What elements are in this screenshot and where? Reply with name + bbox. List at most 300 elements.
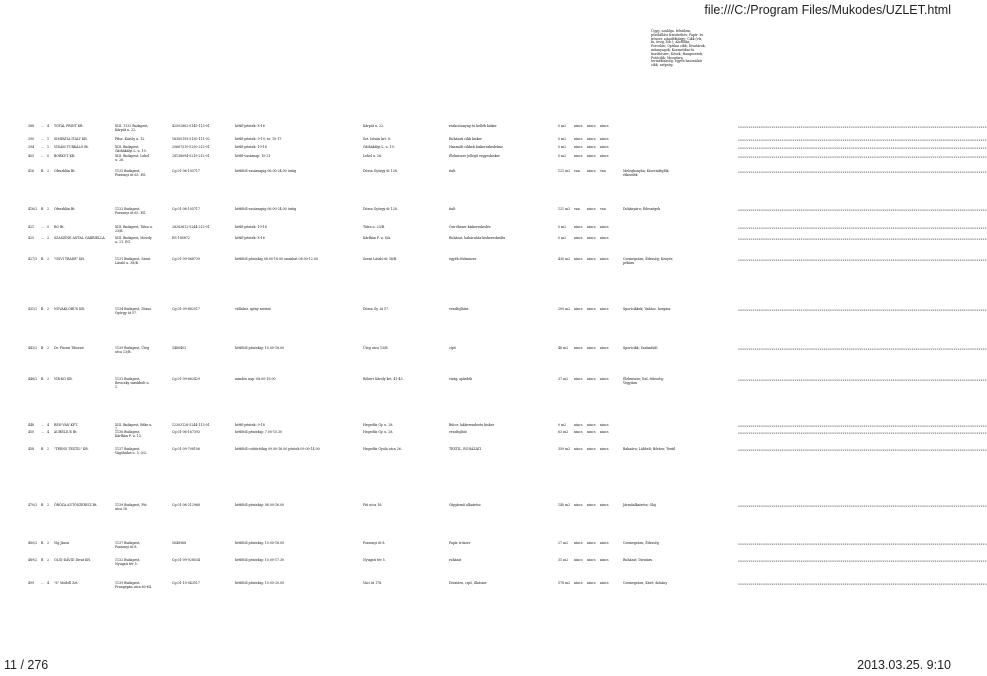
cell-name: NOVAKLOBUS Kft. xyxy=(54,307,85,311)
row-filler: xxxxxxxxxxxxxxxxxxxxxxxxxxxxxxxxxxxxxxxxxxxxxxxxxxxxxxxxxxxxxxxxxxxxxxxxxxxxxxxxxxxxxxxxxxxxxxxxxxxxxxxxxxxxxxxxxxxxxxx xyxy=(738,504,987,508)
table-row xyxy=(28,346,987,375)
cell-note xyxy=(623,146,678,154)
cell-phone: 28138094-5219-212-01 xyxy=(172,154,210,158)
table-row xyxy=(28,145,987,154)
cell-no: 388 xyxy=(28,124,35,128)
cell-y1: nincs xyxy=(574,558,583,562)
cell-y3: nincs xyxy=(600,225,609,229)
cell-m2: 430 m2 xyxy=(558,257,571,261)
table-row xyxy=(28,430,987,445)
cell-act: reakcióanyag és kellék kisker xyxy=(449,124,497,128)
cell-m2: 359 m2 xyxy=(558,447,571,451)
cell-y1: nincs xyxy=(574,430,583,434)
cell-act: Gépjármű alkatrész xyxy=(449,503,481,507)
cell-m2: 46 m2 xyxy=(558,346,569,350)
cell-y1: nincs xyxy=(574,145,583,149)
cell-y2: nincs xyxy=(587,307,596,311)
cell-loc: Dózsa Gy. út 57. xyxy=(363,307,390,311)
cell-y3: nincs xyxy=(600,145,609,149)
cell-y1: nincs xyxy=(574,137,583,141)
cell-note: Csemegeáru; Édesség xyxy=(623,541,659,545)
cell-addr: 1133 Budapest, Pozsonyi út 63. EG. xyxy=(115,207,147,215)
cell-y1: nincs xyxy=(574,154,583,158)
cell-c3: 2 xyxy=(47,558,50,562)
cell-c2: B xyxy=(41,307,44,311)
cell-y2: nincs xyxy=(587,503,596,507)
table-row xyxy=(28,581,987,602)
cell-c3: 2 xyxy=(47,503,50,507)
cell-note xyxy=(623,125,678,135)
cell-open: hétfő-péntek: 10-18 xyxy=(235,225,267,229)
cell-note: Melegkonyha; Kisvendéglők, étkezdék xyxy=(623,169,670,177)
cell-loc: Pozsonyi út 8. xyxy=(363,541,386,545)
cell-m2: 31 m2 xyxy=(558,558,569,562)
cell-y2: nincs xyxy=(587,581,596,585)
cell-act: Használt cikkek kiskereskedelme xyxy=(449,145,503,149)
row-filler: xxxxxxxxxxxxxxxxxxxxxxxxxxxxxxxxxxxxxxxxxxxxxxxxxxxxxxxxxxxxxxxxxxxxxxxxxxxxxxxxxxxxxxxxxxxxxxxxxxxxxxxxxxxxxxxxxxxxxxx xyxy=(738,237,987,241)
cell-c2: ... xyxy=(41,236,45,240)
cell-loc: Tátra u. 23/B. xyxy=(363,225,386,229)
cell-c3: 4 xyxy=(47,581,50,585)
table-row xyxy=(28,307,987,346)
cell-y3: nincs xyxy=(600,377,609,381)
table-row xyxy=(28,169,987,206)
cell-name: SIMPATIA ITALY Kft. xyxy=(54,137,88,141)
cell-y3: nincs xyxy=(600,307,609,311)
cell-loc: Nyugati tér 5. xyxy=(363,558,386,562)
cell-open: hétfőtől vasárnapig 06.00-24.00 óráig xyxy=(235,207,297,211)
cell-note xyxy=(623,237,678,255)
cell-phone: Cg.01-06-105717 xyxy=(172,169,200,173)
row-filler: xxxxxxxxxxxxxxxxxxxxxxxxxxxxxxxxxxxxxxxxxxxxxxxxxxxxxxxxxxxxxxxxxxxxxxxxxxxxxxxxxxxxxxxxxxxxxxxxxxxxxxxxxxxxxxxxxxxxxxx xyxy=(738,170,987,174)
table-row xyxy=(28,154,987,165)
row-filler: xxxxxxxxxxxxxxxxxxxxxxxxxxxxxxxxxxxxxxxxxxxxxxxxxxxxxxxxxxxxxxxxxxxxxxxxxxxxxxxxxxxxxxxxxxxxxxxxxxxxxxxxxxxxxxxxxxxxxxx xyxy=(738,208,987,212)
cell-open: hétfő-péntek: 8-16 xyxy=(235,124,265,128)
cell-y3: nincs xyxy=(600,236,609,240)
cell-loc: Dózsa György út 128. xyxy=(363,207,398,211)
cell-y3: nincs xyxy=(600,423,609,427)
cell-name: REN-VÁN KFT. xyxy=(54,423,78,427)
cell-open: hétfőtől péntekig: 7.00-15.30 xyxy=(235,430,283,434)
cell-y2: nincs xyxy=(587,154,596,158)
row-filler: xxxxxxxxxxxxxxxxxxxxxxxxxxxxxxxxxxxxxxxxxxxxxxxxxxxxxxxxxxxxxxxxxxxxxxxxxxxxxxxxxxxxxxxxxxxxxxxxxxxxxxxxxxxxxxxxxxxxxxx xyxy=(738,125,987,129)
cell-name: VIDÁM TURKÁLÓ Bt. xyxy=(54,145,89,149)
cell-y1: nincs xyxy=(574,257,583,261)
cell-y1: nincs xyxy=(574,447,583,451)
cell-no: 450 xyxy=(28,430,35,434)
cell-m2: 140 m2 xyxy=(558,503,571,507)
cell-c2: ... xyxy=(41,430,45,434)
cell-name: Ofeszklán Bt. xyxy=(54,207,76,211)
table-row xyxy=(28,558,987,577)
cell-c2: B xyxy=(41,346,44,350)
cell-y3: nincs xyxy=(600,558,609,562)
cell-m2: 200 m2 xyxy=(558,307,571,311)
cell-y1: nincs xyxy=(574,423,583,427)
row-filler: xxxxxxxxxxxxxxxxxxxxxxxxxxxxxxxxxxxxxxxxxxxxxxxxxxxxxxxxxxxxxxxxxxxxxxxxxxxxxxxxxxxxxxxxxxxxxxxxxxxxxxxxxxxxxxxxxxxxxxx xyxy=(738,559,987,563)
row-filler: xxxxxxxxxxxxxxxxxxxxxxxxxxxxxxxxxxxxxxxxxxxxxxxxxxxxxxxxxxxxxxxxxxxxxxxxxxxxxxxxxxxxxxxxxxxxxxxxxxxxxxxxxxxxxxxxxxxxxxx xyxy=(738,542,987,546)
cell-addr: 1139 Budapest, Frangepán utca 60-64. xyxy=(115,581,152,589)
cell-m2: 121 m2 xyxy=(558,207,571,211)
cell-c2: B xyxy=(41,447,44,451)
cell-no: 390 xyxy=(28,137,35,141)
cell-c2: ... xyxy=(41,423,45,427)
cell-no: 470/2 xyxy=(28,503,38,507)
cell-loc: Röbert Károly krt. 41-43. xyxy=(363,377,404,381)
cell-note: Dohányáru; Édességek xyxy=(623,207,661,211)
cell-no: 425 xyxy=(28,236,35,240)
cell-phone: Cg.01-09-662429 xyxy=(172,377,200,381)
cell-y3: nincs xyxy=(600,447,609,451)
cell-y2: nincs xyxy=(587,207,596,211)
cell-phone: 12303126-5244-113-01 xyxy=(172,423,210,427)
cell-phone: 5648968 xyxy=(172,541,187,545)
cell-c3: 2 xyxy=(47,377,50,381)
cell-addr: 1136 Budapest, Kárfkán F. u. 13. xyxy=(115,430,142,438)
row-filler: xxxxxxxxxxxxxxxxxxxxxxxxxxxxxxxxxxxxxxxxxxxxxxxxxxxxxxxxxxxxxxxxxxxxxxxxxxxxxxxxxxxxxxxxxxxxxxxxxxxxxxxxxxxxxxxxxxxxxxx xyxy=(738,138,987,142)
cell-y3: nincs xyxy=(600,137,609,141)
cell-c3: 4 xyxy=(47,423,50,427)
row-filler: xxxxxxxxxxxxxxxxxxxxxxxxxxxxxxxxxxxxxxxxxxxxxxxxxxxxxxxxxxxxxxxxxxxxxxxxxxxxxxxxxxxxxxxxxxxxxxxxxxxxxxxxxxxxxxxxxxxxxxx xyxy=(738,378,987,382)
cell-y2: nincs xyxy=(587,447,596,451)
cell-c3: 2 xyxy=(47,207,50,211)
cell-c3: 2 xyxy=(47,447,50,451)
cell-addr: 1137 Budapest, Vágóhidas u. 5. 0/3. xyxy=(115,447,147,455)
cell-y1: nincs xyxy=(574,236,583,240)
cell-c3: 2 xyxy=(47,257,50,261)
cell-no: 416/2 xyxy=(28,207,38,211)
cell-open: hétfőtől péntekig 08.00-18.00 szombat 08.00-12.00 xyxy=(235,257,318,261)
cell-name: SZASZÍNE ANTAL GABRIELLA xyxy=(54,236,105,240)
cell-act: Divatáru, cipő, illatszer xyxy=(449,581,487,585)
table-row xyxy=(28,124,987,135)
cell-phone: 5468403 xyxy=(172,346,187,350)
cell-loc: Hegedűs Gyula utca 26. xyxy=(363,447,402,451)
cell-addr: 1134 Budapest, Dózsa György út 57. xyxy=(115,307,152,315)
cell-phone: Cg.01-09-568739 xyxy=(172,257,200,261)
cell-phone: 28283612-5244-212-01 xyxy=(172,225,210,229)
cell-act: Papír, írószer xyxy=(449,541,471,545)
cell-note xyxy=(623,424,678,430)
top-note: Ügyg. szablga. felszilem, pörölállási frissítethés; Papír- és írószer, ajándéktárgy; Cikk (víz, fa, üveg, stb.); Alufóliás; Porcelán; Optikai cikk; Divatáruk, műanyagok; Kozmetikai és tisztítószer; Kések; Hangszerek; Fotócikk; Mozgásra terméktarség, egyéb használati cikk, szépség. xyxy=(651,29,706,68)
cell-open: hétfőtől péntekig: 10.00-18.00 xyxy=(235,541,285,545)
cell-addr: XIII. Budapest, Tátra u. 23/B. xyxy=(115,225,153,233)
table-row xyxy=(28,377,987,420)
cell-note: Babaáru; Lábbeli; Bőráru; Textil xyxy=(623,447,676,451)
row-filler: xxxxxxxxxxxxxxxxxxxxxxxxxxxxxxxxxxxxxxxxxxxxxxxxxxxxxxxxxxxxxxxxxxxxxxxxxxxxxxxxxxxxxxxxxxxxxxxxxxxxxxxxxxxxxxxxxxxxxxx xyxy=(738,582,987,586)
cell-y1: nincs xyxy=(574,541,583,545)
cell-y2: nincs xyxy=(587,541,596,545)
cell-loc: Szt. István krt. 8. xyxy=(363,137,391,141)
table-row xyxy=(28,225,987,234)
cell-act: Óra-ékszer kiskereskedés xyxy=(449,225,491,229)
cell-loc: Kárpát u. 22. xyxy=(363,124,385,128)
cell-note xyxy=(623,138,678,144)
row-filler: xxxxxxxxxxxxxxxxxxxxxxxxxxxxxxxxxxxxxxxxxxxxxxxxxxxxxxxxxxxxxxxxxxxxxxxxxxxxxxxxxxxxxxxxxxxxxxxxxxxxxxxxxxxxxxxxxxxxxxx xyxy=(738,155,987,159)
cell-y1: van xyxy=(574,169,580,173)
cell-open: hétfőtől csütörtökig 09.00-16.00 péntek 09.00-14.00 xyxy=(235,447,320,451)
cell-note: Sportcikk; Szabadidő xyxy=(623,346,658,350)
cell-loc: Gáthákályi L. u. 19. xyxy=(363,145,395,149)
cell-m2: 27 m2 xyxy=(558,541,569,545)
cell-no: 431/2 xyxy=(28,307,38,311)
table-row xyxy=(28,423,987,431)
cell-y3: nincs xyxy=(600,124,609,128)
cell-name: "S" Modell Zrt. xyxy=(54,581,79,585)
cell-loc: Üteg utca 13/B. xyxy=(363,346,389,350)
cell-phone: Cg.01-06-105717 xyxy=(172,207,200,211)
row-filler: xxxxxxxxxxxxxxxxxxxxxxxxxxxxxxxxxxxxxxxxxxxxxxxxxxxxxxxxxxxxxxxxxxxxxxxxxxxxxxxxxxxxxxxxxxxxxxxxxxxxxxxxxxxxxxxxxxxxxxx xyxy=(738,308,987,312)
cell-m2: 37 m2 xyxy=(558,377,569,381)
cell-no: 480/2 xyxy=(28,541,38,545)
cell-no: 416 xyxy=(28,169,35,173)
table-row xyxy=(28,137,987,144)
cell-c2: ... xyxy=(41,581,45,585)
cell-c3: 2 xyxy=(47,541,50,545)
cell-c2: B xyxy=(41,558,44,562)
cell-y3: nincs xyxy=(600,430,609,434)
cell-y3: van xyxy=(600,207,606,211)
file-path-header: file:///C:/Program Files/Mukodes/UZLET.html xyxy=(704,3,951,17)
cell-y3: nincs xyxy=(600,257,609,261)
cell-m2: 63 m2 xyxy=(558,430,569,434)
table-row xyxy=(28,257,987,306)
row-filler: xxxxxxxxxxxxxxxxxxxxxxxxxxxxxxxxxxxxxxxxxxxxxxxxxxxxxxxxxxxxxxxxxxxxxxxxxxxxxxxxxxxxxxxxxxxxxxxxxxxxxxxxxxxxxxxxxxxxxxx xyxy=(738,424,987,428)
cell-no: 421 xyxy=(28,225,35,229)
cell-m2: 578 m2 xyxy=(558,581,571,585)
cell-note: Csemegeáru; Édesség; Kenyér, pékáru xyxy=(623,257,674,265)
cell-open: hétfő-péntek: 8-16 xyxy=(235,236,265,240)
cell-open: hétfő-péntek: 9-18 xyxy=(235,423,265,427)
cell-note xyxy=(623,431,678,445)
cell-c3: 0 xyxy=(47,154,50,158)
cell-y2: nincs xyxy=(587,137,596,141)
cell-c3: 2 xyxy=(47,346,50,350)
cell-addr: XIII. Budapest, Béke u. 7. xyxy=(115,423,153,431)
table-row xyxy=(28,541,987,556)
cell-act: virág, ajándék xyxy=(449,377,473,381)
cell-note xyxy=(623,155,678,165)
cell-y2: nincs xyxy=(587,169,596,173)
cell-no: 427/3 xyxy=(28,257,38,261)
cell-open: hétfő-péntek: 10-18 xyxy=(235,145,267,149)
cell-m2: 0 m2 xyxy=(558,154,567,158)
cell-note xyxy=(623,226,678,234)
table-row xyxy=(28,447,987,500)
cell-no: 405 xyxy=(28,154,35,158)
cell-no: 394 xyxy=(28,145,35,149)
cell-y3: nincs xyxy=(600,154,609,158)
cell-no: 489/2 xyxy=(28,558,38,562)
cell-loc: Váci út 178. xyxy=(363,581,383,585)
cell-phone: Cg.01-06-212968 xyxy=(172,503,200,507)
cell-open: hétfőtől péntekig: 08.00-16.00 xyxy=(235,503,285,507)
cell-note: Csemegeáru; Kávé, dohány xyxy=(623,581,668,585)
cell-y2: nincs xyxy=(587,346,596,350)
cell-addr: 1132 Budapest, Nyugati tér 5. xyxy=(115,558,141,566)
cell-c3: 4 xyxy=(47,124,50,128)
cell-act: Bútor, lakberendezés kisker xyxy=(449,423,495,427)
cell-addr: XIII. Budapest, Gáthákályi L. u. 19. xyxy=(115,145,147,153)
cell-act: italt xyxy=(449,207,456,211)
cell-act: Ruházat, babáruház kiskereskedés xyxy=(449,236,506,240)
cell-loc: Dózsa György út 128. xyxy=(363,169,398,173)
cell-note: Élelmiszer; Ital, édesség; Vegyiáru xyxy=(623,377,664,385)
page-counter: 11 / 276 xyxy=(4,658,49,672)
cell-name: TOTÁL PRINT Kft. xyxy=(54,124,84,128)
row-filler: xxxxxxxxxxxxxxxxxxxxxxxxxxxxxxxxxxxxxxxxxxxxxxxxxxxxxxxxxxxxxxxxxxxxxxxxxxxxxxxxxxxxxxxxxxxxxxxxxxxxxxxxxxxxxxxxxxxxxxx xyxy=(738,258,987,262)
cell-open: hétfő-vasárnap: 10-21 xyxy=(235,154,271,158)
cell-y2: nincs xyxy=(587,124,596,128)
cell-c2: B xyxy=(41,257,44,261)
row-filler: xxxxxxxxxxxxxxxxxxxxxxxxxxxxxxxxxxxxxxxxxxxxxxxxxxxxxxxxxxxxxxxxxxxxxxxxxxxxxxxxxxxxxxxxxxxxxxxxxxxxxxxxxxxxxxxxxxxxxxx xyxy=(738,226,987,230)
cell-act: vendéglátó xyxy=(449,430,467,434)
cell-y2: nincs xyxy=(587,257,596,261)
cell-c3: 2 xyxy=(47,307,50,311)
cell-y1: nincs xyxy=(574,307,583,311)
cell-name: AUBÉLIUS Bt. xyxy=(54,430,78,434)
cell-name: ÖRÖZA AUTÓSZERVIZ Bt. xyxy=(54,503,98,507)
cell-y2: nincs xyxy=(587,430,596,434)
cell-loc: Hegedűs Gy. u. 28. xyxy=(363,423,394,427)
cell-open: hétfőtől péntekig: 10.00-17.30 xyxy=(235,558,285,562)
cell-name: BORKUT Kft. xyxy=(54,154,76,158)
cell-no: 443/2 xyxy=(28,346,38,350)
cell-open: hétfőtől vasárnapig 06.00-24.00 óráig xyxy=(235,169,297,173)
cell-m2: 0 m2 xyxy=(558,236,567,240)
cell-c2: ... xyxy=(41,225,45,229)
cell-phone: Cg.01-10-043517 xyxy=(172,581,200,585)
cell-act: Ruházati cikk kisker xyxy=(449,137,482,141)
cell-y1: nincs xyxy=(574,124,583,128)
cell-c3: 1 xyxy=(47,145,50,149)
cell-c2: B xyxy=(41,541,44,545)
table-row xyxy=(28,207,987,224)
cell-open: minden nap: 08.00-19.00 xyxy=(235,377,276,381)
cell-act: cipő xyxy=(449,346,456,350)
cell-no: 499 xyxy=(28,581,35,585)
cell-y3: nincs xyxy=(600,541,609,545)
cell-phone: Cg.01-09-928034 xyxy=(172,558,200,562)
cell-act: ruházat xyxy=(449,558,462,562)
cell-y2: nincs xyxy=(587,145,596,149)
cell-open: vállalati, igény szerint xyxy=(235,307,271,311)
cell-act: egyéb élelmiszer xyxy=(449,257,477,261)
cell-c3: 4 xyxy=(47,430,50,434)
cell-y1: nincs xyxy=(574,503,583,507)
cell-open: hétfőtől péntekig: 10.00-18.00 xyxy=(235,346,285,350)
cell-addr: 1131 Budapest, Szent László u. 38/B. xyxy=(115,257,151,265)
cell-m2: 0 m2 xyxy=(558,423,567,427)
cell-addr: 1131 Budapest, Reviczky sarokbolt u. 1. xyxy=(115,377,150,389)
cell-no: 448 xyxy=(28,423,35,427)
cell-y1: nincs xyxy=(574,346,583,350)
cell-act: TEXTIL, RUHÁZATI xyxy=(449,447,482,451)
cell-open: hétfőtől péntekig: 10.00-20.00 xyxy=(235,581,285,585)
cell-m2: 0 m2 xyxy=(558,137,567,141)
cell-addr: 1139 Budapest, Üteg utca 13/B. xyxy=(115,346,150,354)
document-table xyxy=(0,29,987,655)
cell-act: italt xyxy=(449,169,456,173)
cell-name: OLGI-DÁVID Divat Kft. xyxy=(54,558,91,562)
cell-addr: 1137 Budapest, Pozsonyi út 8. xyxy=(115,541,141,549)
cell-open: hétfő-péntek: 9-19, sz. 10-17. xyxy=(235,137,283,141)
cell-name: Dr. Füzesi Tiborné xyxy=(54,346,84,350)
cell-name: "OSVI TRADE" Kft. xyxy=(54,257,85,261)
cell-no: 458 xyxy=(28,447,35,451)
cell-name: Víg János xyxy=(54,541,70,545)
cell-y2: nincs xyxy=(587,377,596,381)
cell-loc: Fiú utca 16. xyxy=(363,503,383,507)
cell-m2: 121 m2 xyxy=(558,169,571,173)
cell-y2: nincs xyxy=(587,236,596,240)
cell-c2: ... xyxy=(41,145,45,149)
cell-c2: B xyxy=(41,377,44,381)
cell-phone: 42502862-5145-113-01 xyxy=(172,124,210,128)
cell-c3: 2 xyxy=(47,236,50,240)
table-row xyxy=(28,236,987,255)
cell-note: Járműalkatrész; Olaj xyxy=(623,503,657,507)
cell-name: Ofeszklán Bt. xyxy=(54,169,76,173)
cell-phone: ES-180872 xyxy=(172,236,190,240)
cell-y3: nincs xyxy=(600,346,609,350)
cell-loc: Lehel u. 26. xyxy=(363,154,383,158)
row-filler: xxxxxxxxxxxxxxxxxxxxxxxxxxxxxxxxxxxxxxxxxxxxxxxxxxxxxxxxxxxxxxxxxxxxxxxxxxxxxxxxxxxxxxxxxxxxxxxxxxxxxxxxxxxxxxxxxxxxxxx xyxy=(738,146,987,150)
cell-loc: Szent László út 38/B. xyxy=(363,257,398,261)
cell-m2: 0 m2 xyxy=(558,225,567,229)
cell-c2: ... xyxy=(41,154,45,158)
cell-addr: 1139 Budapest, Fiú utca 16. xyxy=(115,503,147,511)
table-row xyxy=(28,503,987,538)
cell-act: vendéglátás xyxy=(449,307,469,311)
cell-addr: XIII. Budapest, Lehel u. 26. xyxy=(115,154,150,162)
cell-c3: 0 xyxy=(47,225,50,229)
cell-addr: Pfisz. Károly u. 12. xyxy=(115,137,146,141)
cell-phone: Cg.01-06-167393 xyxy=(172,430,200,434)
cell-y3: nincs xyxy=(600,503,609,507)
cell-y2: nincs xyxy=(587,558,596,562)
cell-note: Sportcikkek; Vadász, horgász xyxy=(623,307,671,311)
cell-c3: 1 xyxy=(47,137,50,141)
cell-c2: B xyxy=(41,207,44,211)
cell-no: 448/2 xyxy=(28,377,38,381)
cell-y1: van xyxy=(574,207,580,211)
cell-y1: nincs xyxy=(574,225,583,229)
cell-addr: XIII. 1133 Budapest, Kárpát u. 22. xyxy=(115,124,149,132)
row-filler: xxxxxxxxxxxxxxxxxxxxxxxxxxxxxxxxxxxxxxxxxxxxxxxxxxxxxxxxxxxxxxxxxxxxxxxxxxxxxxxxxxxxxxxxxxxxxxxxxxxxxxxxxxxxxxxxxxxxxxx xyxy=(738,448,987,452)
row-filler: xxxxxxxxxxxxxxxxxxxxxxxxxxxxxxxxxxxxxxxxxxxxxxxxxxxxxxxxxxxxxxxxxxxxxxxxxxxxxxxxxxxxxxxxxxxxxxxxxxxxxxxxxxxxxxxxxxxxxxx xyxy=(738,431,987,435)
cell-act: Élelmiszer jellegű vegyeskisker xyxy=(449,154,500,158)
cell-y1: nincs xyxy=(574,377,583,381)
cell-c2: ... xyxy=(41,124,45,128)
cell-phone: 16385195-5130-111-02 xyxy=(172,137,210,141)
print-timestamp: 2013.03.25. 9:10 xyxy=(857,658,951,672)
cell-y1: nincs xyxy=(574,581,583,585)
cell-name: RG Bt. xyxy=(54,225,65,229)
cell-phone: Cg.01-09-708106 xyxy=(172,447,200,451)
cell-c2: B xyxy=(41,169,44,173)
cell-name: VIR-KO Kft. xyxy=(54,377,73,381)
row-filler: xxxxxxxxxxxxxxxxxxxxxxxxxxxxxxxxxxxxxxxxxxxxxxxxxxxxxxxxxxxxxxxxxxxxxxxxxxxxxxxxxxxxxxxxxxxxxxxxxxxxxxxxxxxxxxxxxxxxxxx xyxy=(738,347,987,351)
cell-c3: 2 xyxy=(47,169,50,173)
cell-c2: B xyxy=(41,503,44,507)
cell-y2: nincs xyxy=(587,423,596,427)
cell-note: Ruházat; Divatáru xyxy=(623,558,653,562)
cell-name: "TEENS TEXTIL" Kft. xyxy=(54,447,89,451)
cell-m2: 0 m2 xyxy=(558,124,567,128)
cell-loc: Hegedűs Gy. u. 28. xyxy=(363,430,394,434)
cell-phone: 20667510-5250-212-01 xyxy=(172,145,210,149)
